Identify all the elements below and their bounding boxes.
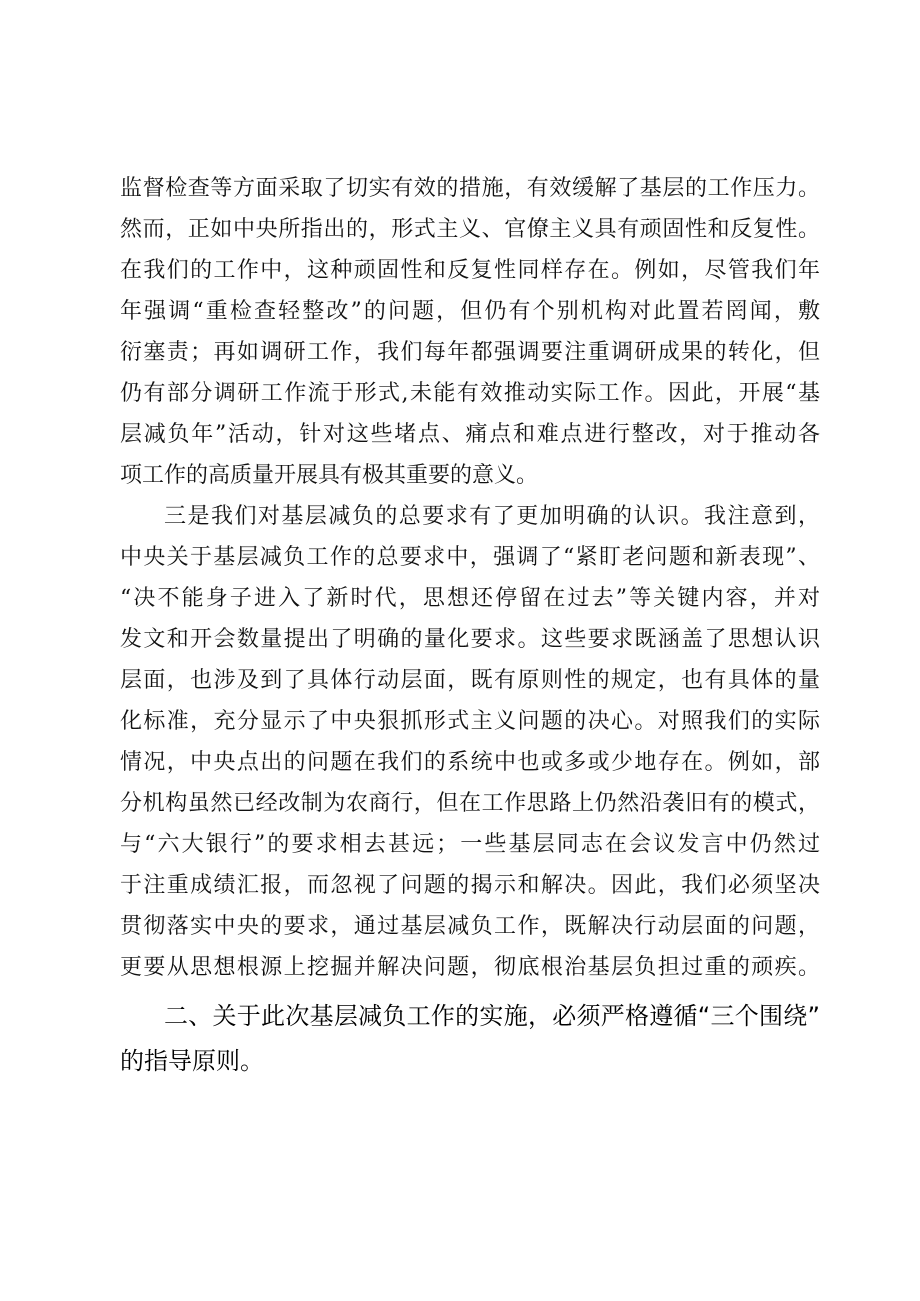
paragraph-line: 分机构虽然已经改制为农商行，但在工作思路上仍然沿袭旧有的模式， (120, 791, 820, 816)
paragraph-line: “决不能身子进入了新时代，思想还停留在过去”等关键内容，并对 (120, 586, 820, 611)
paragraph-line: 层面，也涉及到了具体行动层面，既有原则性的规定，也有具体的量 (120, 668, 820, 693)
paragraph-line: 然而，正如中央所指出的，形式主义、官僚主义具有顽固性和反复性。 (120, 217, 820, 242)
paragraph-line: 于注重成绩汇报，而忽视了问题的揭示和解决。因此，我们必须坚决 (120, 873, 820, 898)
paragraph-line: 更要从思想根源上挖掘并解决问题，彻底根治基层负担过重的顽疾。 (120, 955, 820, 980)
paragraph-line: 发文和开会数量提出了明确的量化要求。这些要求既涵盖了思想认识 (120, 627, 820, 652)
paragraph-line: 年强调“重检查轻整改”的问题，但仍有个别机构对此置若罔闻，敷 (120, 299, 820, 324)
heading-line: 的指导原则。 (120, 1047, 264, 1075)
paragraph-line: 情况，中央点出的问题在我们的系统中也或多或少地存在。例如，部 (120, 750, 820, 775)
paragraph-line: 中央关于基层减负工作的总要求中，强调了“紧盯老问题和新表现”、 (120, 545, 820, 570)
paragraph-line: 化标准，充分显示了中央狠抓形式主义问题的决心。对照我们的实际 (120, 709, 820, 734)
paragraph-line: 在我们的工作中，这种顽固性和反复性同样存在。例如，尽管我们年 (120, 258, 820, 283)
paragraph-line: 贯彻落实中央的要求，通过基层减负工作，既解决行动层面的问题， (120, 914, 820, 939)
paragraph-line: 三是我们对基层减负的总要求有了更加明确的认识。我注意到， (164, 504, 820, 529)
paragraph-line: 与“六大银行”的要求相去甚远；一些基层同志在会议发言中仍然过 (120, 832, 820, 857)
paragraph-line: 层减负年”活动，针对这些堵点、痛点和难点进行整改，对于推动各 (120, 422, 820, 447)
paragraph-line: 监督检查等方面采取了切实有效的措施，有效缓解了基层的工作压力。 (120, 176, 820, 201)
heading-line: 二、关于此次基层减负工作的实施，必须严格遵循“三个围绕” (164, 1002, 820, 1030)
paragraph-line: 衍塞责；再如调研工作，我们每年都强调要注重调研成果的转化，但 (120, 340, 820, 365)
paragraph-line: 仍有部分调研工作流于形式,未能有效推动实际工作。因此，开展“基 (120, 381, 820, 406)
paragraph-line: 项工作的高质量开展具有极其重要的意义。 (120, 463, 539, 488)
